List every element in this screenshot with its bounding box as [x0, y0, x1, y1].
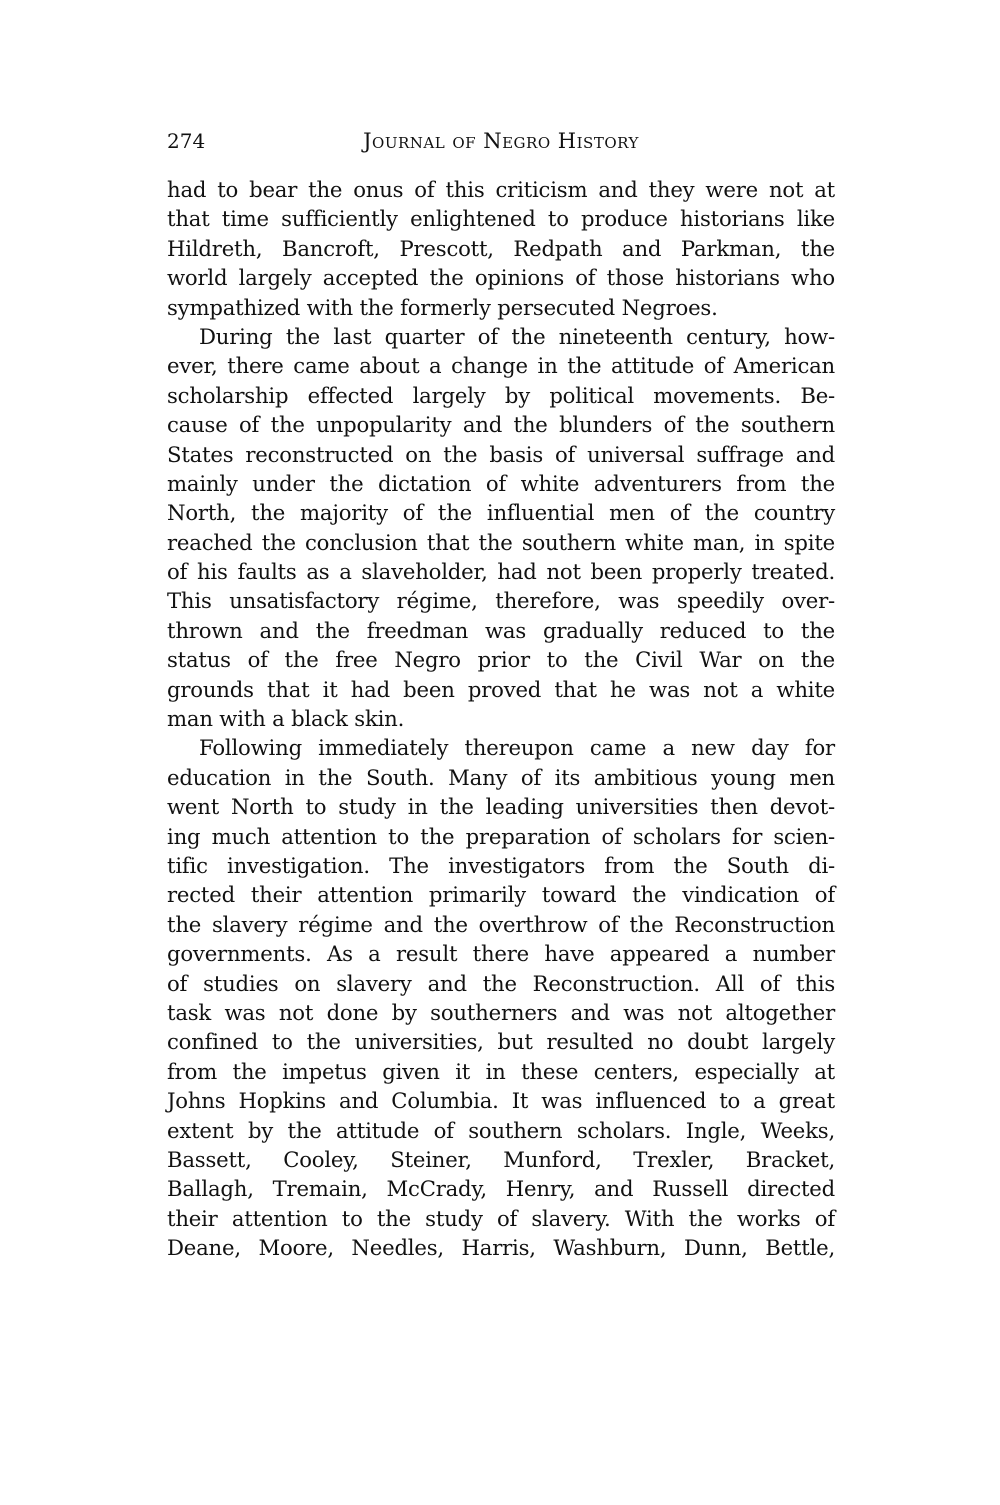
text-line: governments. As a result there have appeared a number [167, 941, 835, 967]
text-line: of his faults as a slaveholder, had not been properly treated. [167, 559, 835, 585]
text-line: grounds that it had been proved that he was not a white [167, 676, 835, 702]
text-line: education in the South. Many of its ambitious young men [167, 764, 835, 790]
text-line: reached the conclusion that the southern white man, in spite [167, 529, 835, 555]
text-line: Johns Hopkins and Columbia. It was influenced to a great [167, 1088, 835, 1114]
text-line: Hildreth, Bancroft, Prescott, Redpath and Parkman, the [167, 235, 835, 261]
text-line: status of the free Negro prior to the Civil War on the [167, 647, 835, 673]
text-line: States reconstructed on the basis of universal suffrage and [167, 441, 835, 467]
text-line: extent by the attitude of southern scholars. Ingle, Weeks, [167, 1117, 835, 1143]
paragraph-start-line: Following immediately thereupon came a new day for [199, 735, 835, 761]
journal-title: Journal of Negro History [363, 129, 639, 153]
paragraph-end-line: man with a black skin. [167, 706, 405, 732]
text-line: This unsatisfactory régime, therefore, was speedily over- [167, 588, 835, 614]
text-line: mainly under the dictation of white adventurers from the [167, 470, 835, 496]
text-line: of studies on slavery and the Reconstruction. All of this [167, 970, 835, 996]
text-line: cause of the unpopularity and the blunders of the southern [167, 412, 835, 438]
text-line: Ballagh, Tremain, McCrady, Henry, and Russell directed [167, 1176, 835, 1202]
text-line: ing much attention to the preparation of scholars for scien- [167, 823, 835, 849]
text-line: that time sufficiently enlightened to produce historians like [167, 206, 835, 232]
running-head [167, 126, 835, 156]
text-line: rected their attention primarily toward the vindication of [167, 882, 835, 908]
text-line: Bassett, Cooley, Steiner, Munford, Trexler, Bracket, [167, 1146, 835, 1172]
text-line: had to bear the onus of this criticism and they were not at [167, 177, 835, 202]
paragraph-start-line: During the last quarter of the nineteenth century, how- [199, 323, 835, 349]
text-line: world largely accepted the opinions of those historians who [167, 265, 835, 291]
text-line: scholarship effected largely by political movements. Be- [167, 382, 835, 408]
text-line: ever, there came about a change in the attitude of American [167, 353, 835, 379]
text-line: their attention to the study of slavery. With the works of [167, 1205, 835, 1231]
text-line: the slavery régime and the overthrow of the Reconstruction [167, 911, 835, 937]
text-line: Deane, Moore, Needles, Harris, Washburn, Dunn, Bettle, [167, 1235, 835, 1261]
text-line: thrown and the freedman was gradually reduced to the [167, 617, 835, 643]
text-line: confined to the universities, but resulted no doubt largely [167, 1029, 835, 1055]
text-line: went North to study in the leading universities then devot- [167, 794, 835, 820]
paragraph-end-line: sympathized with the formerly persecuted Negroes. [167, 294, 718, 320]
text-line: task was not done by southerners and was not altogether [167, 999, 835, 1025]
page-number: 274 [167, 129, 206, 153]
text-line: from the impetus given it in these centers, especially at [167, 1058, 835, 1084]
body-text [167, 175, 835, 1262]
text-line: North, the majority of the influential men of the country [167, 500, 835, 526]
text-line: tific investigation. The investigators from the South di- [167, 852, 835, 878]
